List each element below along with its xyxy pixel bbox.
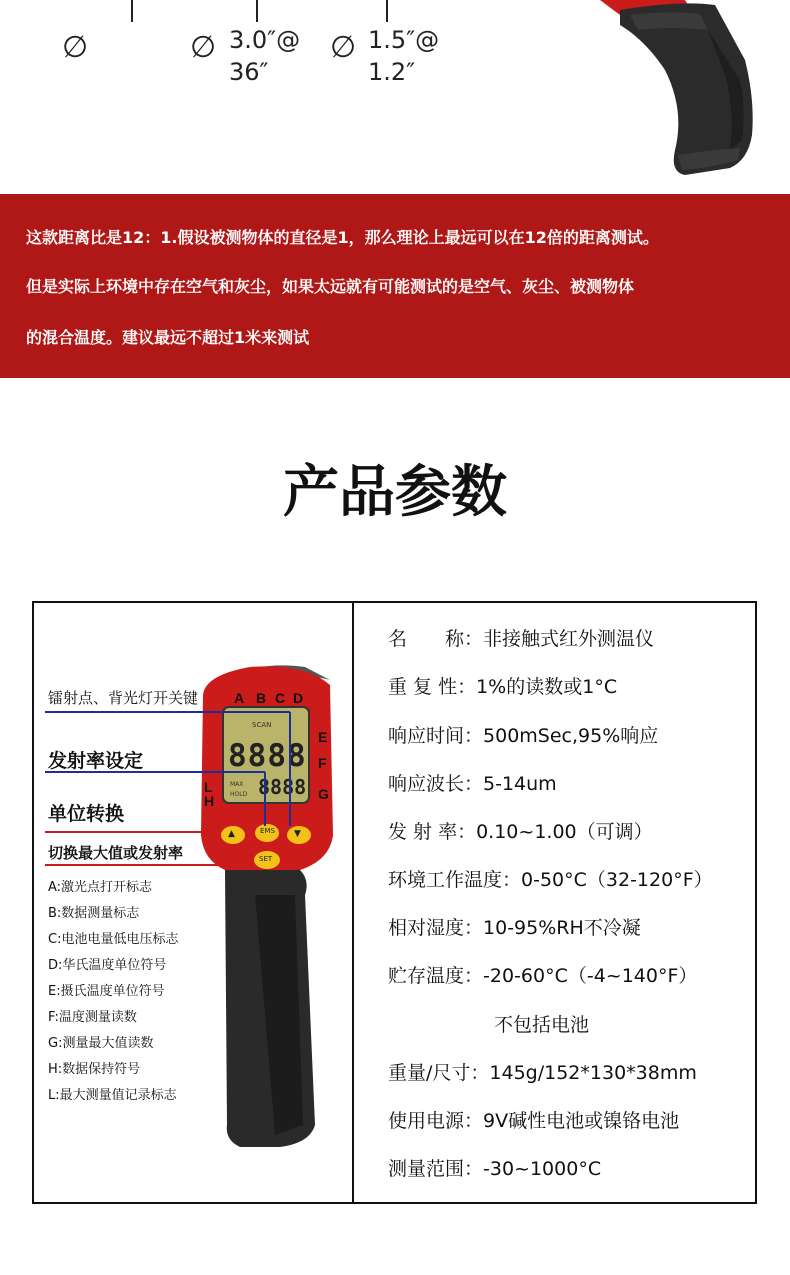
spec-value: 5-14um bbox=[483, 773, 557, 795]
legend-item: A:激光点打开标志 bbox=[48, 880, 153, 895]
lcd-max-label: MAX bbox=[230, 781, 244, 788]
banner-text-line: 但是实际上环境中存在空气和灰尘，如果太远就有可能测试的是空气、灰尘、被测物体 bbox=[26, 277, 635, 296]
spec-row bbox=[388, 916, 641, 940]
ems-button-label: EMS bbox=[260, 827, 275, 835]
spec-value: 500mSec,95%响应 bbox=[483, 725, 659, 747]
spec-label: 环境工作温度： bbox=[388, 869, 522, 891]
spec-row bbox=[388, 868, 713, 892]
set-button-label: SET bbox=[259, 855, 273, 863]
diameter-symbol: ∅ bbox=[190, 30, 217, 65]
legend-item: F:温度测量读数 bbox=[48, 1010, 137, 1025]
display-letter: A bbox=[234, 690, 245, 706]
down-button-label: ▼ bbox=[294, 829, 301, 839]
lcd-main-digits: 8888 bbox=[228, 738, 307, 774]
banner-text-line: 的混合温度。建议最远不超过1米来测试 bbox=[26, 328, 310, 347]
legend-item: B:数据测量标志 bbox=[48, 906, 140, 921]
spec-label: 重 复 性： bbox=[388, 676, 477, 698]
legend-item: D:华氏温度单位符号 bbox=[48, 958, 167, 973]
spec-label: 使用电源： bbox=[388, 1110, 484, 1132]
spec-row bbox=[494, 1013, 589, 1037]
callout-emissivity: 发射率设定 bbox=[48, 750, 144, 772]
spec-label: 贮存温度： bbox=[388, 965, 484, 987]
spec-value: -30~1000°C bbox=[483, 1158, 602, 1180]
marker-line bbox=[386, 0, 388, 22]
spec-label: 发 射 率： bbox=[388, 821, 477, 843]
spec-label: 测量范围： bbox=[388, 1158, 484, 1180]
spec-label: 响应波长： bbox=[388, 773, 484, 795]
callout-laser-backlight: 镭射点、背光灯开关键 bbox=[48, 689, 199, 707]
marker-line bbox=[131, 0, 133, 22]
spec-row bbox=[388, 772, 557, 796]
spec-value: 不包括电池 bbox=[494, 1014, 590, 1036]
banner-text-line: 这款距离比是12：1.假设被测物体的直径是1，那么理论上最远可以在12倍的距离测试。 bbox=[26, 228, 659, 247]
spec-row bbox=[388, 964, 697, 988]
info-banner bbox=[0, 194, 790, 378]
lcd-max-digits: 8888 bbox=[258, 775, 307, 799]
display-letter: B bbox=[256, 690, 267, 706]
marker-line bbox=[256, 0, 258, 22]
display-letter: H bbox=[204, 793, 215, 809]
lcd-hold-label: HOLD bbox=[230, 791, 248, 798]
thermometer-grip-image bbox=[590, 0, 790, 185]
table-divider bbox=[352, 601, 354, 1204]
legend-item: E:摄氏温度单位符号 bbox=[48, 984, 165, 999]
display-letter: G bbox=[318, 786, 329, 802]
diameter-symbol: ∅ bbox=[62, 30, 89, 65]
spec-value: 非接触式红外测温仪 bbox=[483, 628, 655, 650]
callout-toggle: 切换最大值或发射率 bbox=[48, 844, 184, 862]
callout-unit: 单位转换 bbox=[48, 803, 125, 825]
spot-distance-label: 1.2″ bbox=[368, 58, 416, 86]
spot-distance-label: 36″ bbox=[229, 58, 269, 86]
spec-row bbox=[388, 724, 658, 748]
legend-item: G:测量最大值读数 bbox=[48, 1036, 154, 1051]
spec-value: 145g/152*130*38mm bbox=[489, 1062, 697, 1084]
legend-item: L:最大测量值记录标志 bbox=[48, 1088, 177, 1103]
spec-value: 10-95%RH不冷凝 bbox=[483, 917, 641, 939]
up-button-label: ▲ bbox=[228, 829, 235, 839]
diameter-symbol: ∅ bbox=[330, 30, 357, 65]
display-letter: C bbox=[275, 690, 286, 706]
spot-size-label: 1.5″@ bbox=[368, 26, 440, 54]
spec-row bbox=[388, 627, 654, 651]
legend-item: C:电池电量低电压标志 bbox=[48, 932, 179, 947]
spec-row bbox=[388, 1061, 697, 1085]
spec-label: 相对湿度： bbox=[388, 917, 484, 939]
spec-label: 响应时间： bbox=[388, 725, 484, 747]
spot-size-label: 3.0″@ bbox=[229, 26, 301, 54]
spec-row bbox=[388, 1109, 679, 1133]
display-letter: D bbox=[293, 690, 304, 706]
spec-value: 9V碱性电池或镍铬电池 bbox=[483, 1110, 680, 1132]
display-letter: F bbox=[318, 755, 327, 771]
spec-value: 0.10~1.00（可调） bbox=[476, 821, 653, 843]
display-letter: E bbox=[318, 729, 328, 745]
display-letter: L bbox=[204, 779, 213, 795]
spec-value: -20-60°C（-4~140°F） bbox=[483, 965, 698, 987]
legend-item: H:数据保持符号 bbox=[48, 1062, 141, 1077]
spec-row bbox=[388, 820, 653, 844]
spec-label: 名 称： bbox=[388, 628, 484, 650]
spec-row bbox=[388, 1157, 601, 1181]
section-title: 产品参数 bbox=[283, 460, 507, 525]
spec-row bbox=[388, 675, 617, 699]
spec-value: 1%的读数或1°C bbox=[476, 676, 618, 698]
spec-value: 0-50°C（32-120°F） bbox=[521, 869, 713, 891]
spec-label: 重量/尺寸： bbox=[388, 1062, 490, 1084]
lcd-scan-label: SCAN bbox=[252, 721, 272, 729]
